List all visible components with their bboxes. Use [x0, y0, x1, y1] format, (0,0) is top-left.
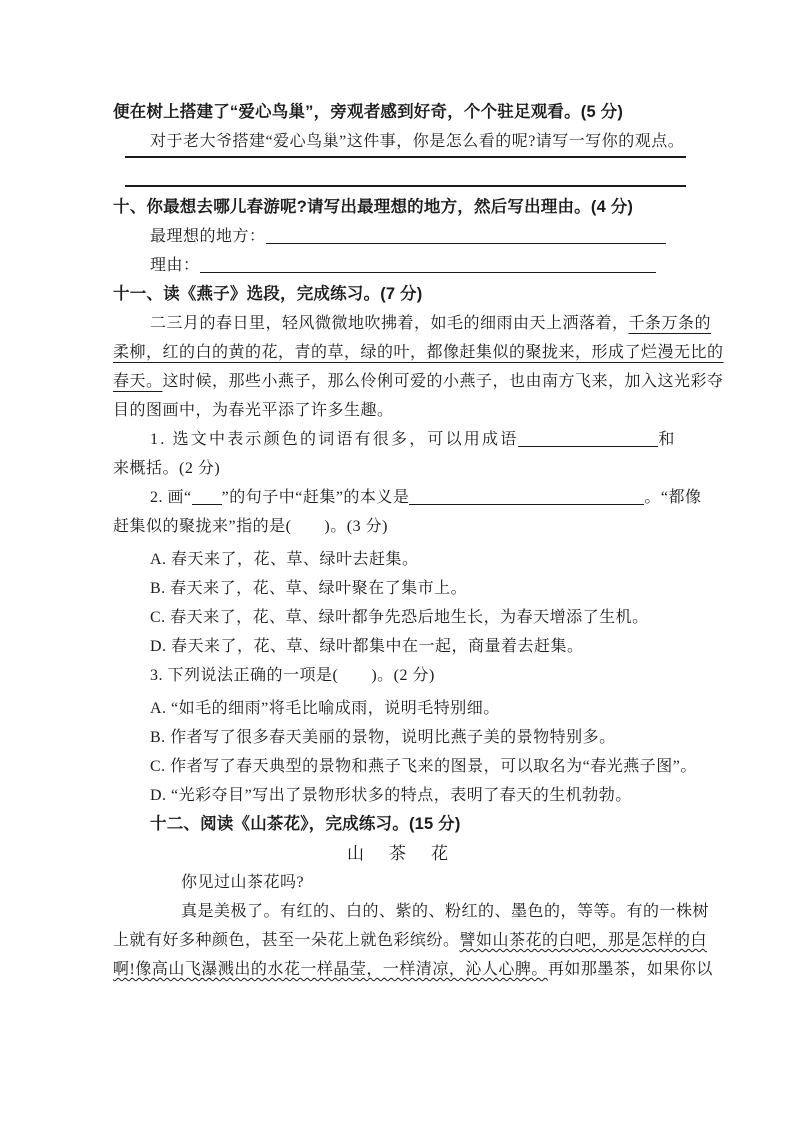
question12-heading	[150, 810, 793, 839]
text-segment: B. 春天来了，花、草、绿叶聚在了集市上。	[150, 580, 468, 597]
question11-heading	[113, 280, 793, 309]
underline-mark-blank[interactable]	[192, 485, 222, 505]
question10-heading	[113, 193, 793, 222]
text-segment: B. 作者写了很多春天美丽的景物，说明比燕子美的景物特别多。	[150, 729, 616, 746]
text-segment: 千条万条的	[628, 315, 712, 332]
reading-paragraph-2-line1	[181, 897, 793, 926]
question11-sub3-option-c	[150, 752, 793, 781]
text-segment: 2. 画“	[150, 489, 192, 506]
text-segment: 真是美极了。有红的、白的、紫的、粉红的、墨色的，等等。有的一株树	[181, 903, 710, 920]
reason-blank[interactable]	[200, 253, 656, 273]
text-segment: 啊!像高山飞瀑溅出的水花一样晶莹，一样清凉，沁人心脾。	[113, 961, 548, 978]
text-segment: 再如那墨茶，如果你以	[547, 961, 713, 978]
text-segment: 3. 下列说法正确的一项是( )。(2 分)	[150, 667, 435, 684]
text-segment: 十一、读《燕子》选段，完成练习。(7 分)	[113, 285, 423, 303]
reading-title	[113, 839, 686, 868]
question11-sub3-option-b	[150, 723, 793, 752]
text-segment: D. “光彩夺目”写出了景物形状多的特点，表明了春天的生机勃勃。	[150, 787, 632, 804]
text-segment: 最理想的地方：	[150, 228, 266, 245]
question11-sub2-option-a	[150, 545, 793, 574]
text-segment: 目的图画中，为春光平添了许多生趣。	[113, 402, 394, 419]
text-segment: 十二、阅读《山茶花》，完成练习。(15 分)	[150, 815, 461, 833]
answer-writing-line[interactable]	[125, 185, 686, 187]
ideal-place-blank[interactable]	[266, 224, 666, 244]
text-segment: 来概括。(2 分)	[113, 460, 221, 477]
text-segment: C. 作者写了春天典型的景物和燕子飞来的图景，可以取名为“春光燕子图”。	[150, 758, 697, 775]
text-segment: D. 春天来了，花、草、绿叶都集中在一起，商量着去赶集。	[150, 638, 584, 655]
text-segment: 山 茶 花	[347, 844, 452, 863]
passage-line	[113, 338, 793, 367]
text-segment: 和	[658, 431, 677, 448]
question10-place-line	[150, 222, 793, 251]
passage-line	[113, 396, 793, 425]
text-segment: C. 春天来了，花、草、绿叶都争先恐后地生长，为春天增添了生机。	[150, 609, 649, 626]
text-segment: 这时候，那些小燕子，那么伶俐可爱的小燕子，也由南方飞来，加入这光彩夺	[162, 373, 724, 390]
question10-reason-line	[150, 251, 793, 280]
text-segment: 譬如山茶花的白吧，那是怎样的白	[459, 932, 708, 949]
question11-sub3	[150, 661, 793, 690]
passage-line	[113, 367, 793, 396]
text-segment: A. “如毛的细雨”将毛比喻成雨，说明毛特别细。	[150, 700, 500, 717]
text-segment: 春天。	[113, 373, 163, 390]
text-segment: 十、你最想去哪儿春游呢?请写出最理想的地方，然后写出理由。(4 分)	[113, 198, 634, 216]
question11-sub2-option-c	[150, 603, 793, 632]
text-segment: 便在树上搭建了“爱心鸟巢”，旁观者感到好奇，个个驻足观看。(5 分)	[113, 103, 624, 121]
question9-tail-line	[113, 98, 793, 127]
reading-paragraph-2-line2	[113, 926, 793, 955]
text-segment: 二三月的春日里，轻风微微地吹拂着，如毛的细雨由天上洒落着，	[150, 315, 629, 332]
text-segment: 对于老大爷搭建“爱心鸟巢”这件事，你是怎么看的呢?请写一写你的观点。	[150, 133, 685, 150]
passage-line	[150, 309, 793, 338]
question11-sub2-cont	[113, 512, 793, 541]
text-segment: 你见过山茶花吗?	[181, 874, 305, 891]
text-segment: 柔柳，红的白的黄的花，青的草，绿的叶，都像赶集似的聚拢来，形成了烂漫无比的	[113, 344, 724, 361]
text-segment: 赶集似的聚拢来”指的是( )。(3 分)	[113, 518, 388, 535]
text-segment: 1. 选文中表示颜色的词语有很多，可以用成语	[150, 431, 519, 448]
question11-sub3-option-d	[150, 781, 793, 810]
question11-sub1-cont	[113, 454, 793, 483]
idiom-blank[interactable]	[518, 427, 658, 447]
question11-sub2	[150, 483, 793, 512]
question11-sub3-option-a	[150, 694, 793, 723]
reading-paragraph-1	[181, 868, 793, 897]
text-segment: A. 春天来了，花、草、绿叶去赶集。	[150, 551, 419, 568]
text-segment: 。“都像	[644, 489, 702, 506]
text-segment: 理由：	[150, 257, 200, 274]
question11-sub2-option-d	[150, 632, 793, 661]
reading-paragraph-2-line3	[113, 955, 793, 984]
question11-sub2-option-b	[150, 574, 793, 603]
original-meaning-blank[interactable]	[409, 485, 644, 505]
text-segment: ”的句子中“赶集”的本义是	[221, 489, 410, 506]
answer-writing-line[interactable]	[125, 156, 686, 158]
text-segment: 上就有好多种颜色，甚至一朵花上就色彩缤纷。	[113, 932, 460, 949]
question11-sub1	[150, 425, 793, 454]
question9-prompt	[150, 127, 793, 156]
